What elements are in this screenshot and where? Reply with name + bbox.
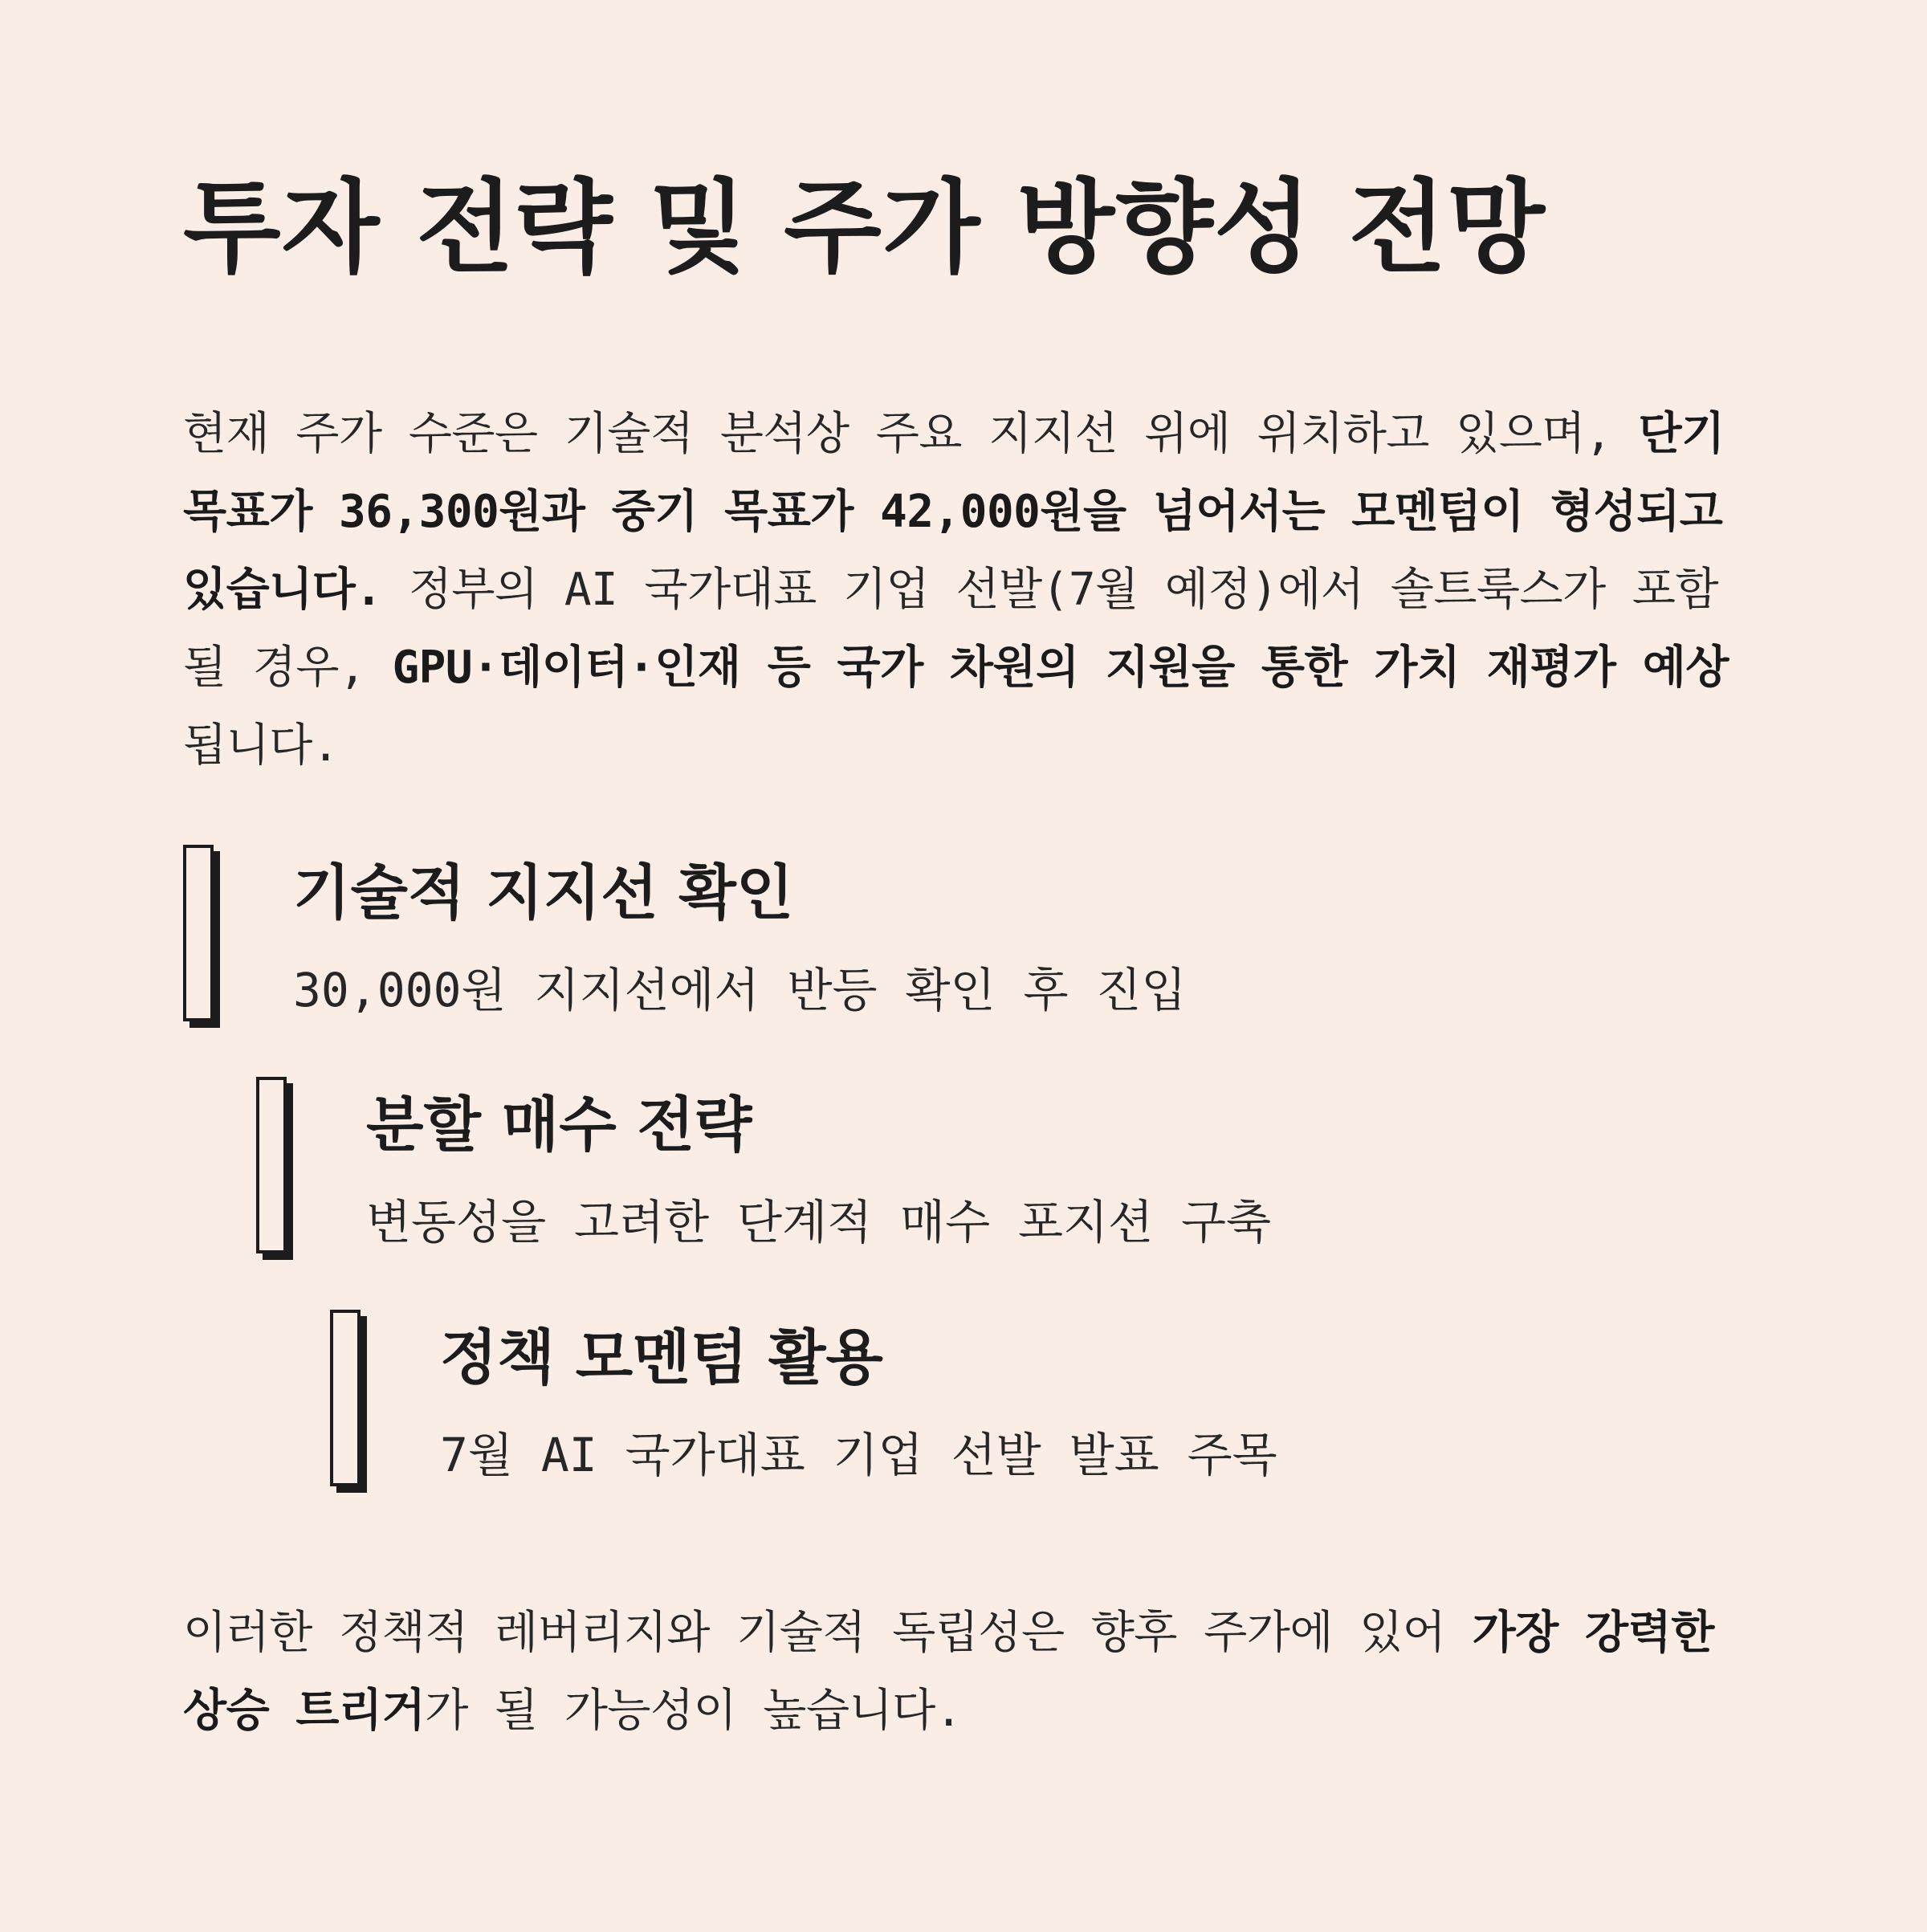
- step-marker: [183, 845, 214, 1021]
- step-description: 변동성을 고려한 단계적 매수 포지션 구축: [366, 1195, 1272, 1249]
- outro-highlight-trigger: 가장 강력한 상승 트리거: [183, 1607, 1714, 1737]
- outro-paragraph: [183, 1594, 1741, 1750]
- step-marker: [330, 1310, 361, 1486]
- step-description: 7월 AI 국가대표 기업 선발 발표 주목: [440, 1428, 1277, 1482]
- intro-highlight-revaluation: GPU·데이터·인재 등 국가 차원의 지원을 통한 가치 재평가 예상: [392, 642, 1729, 694]
- step-marker: [256, 1077, 287, 1253]
- intro-highlight-targets: 단기 목표가 36,300원과 중기 목표가 42,000원을 넘어서는 모멘텀이 형성되고 있습니다.: [183, 408, 1725, 616]
- outro-text-2: 가 될 가능성이 높습니다.: [425, 1685, 963, 1737]
- step-title: 기술적 지지선 확인: [293, 858, 794, 927]
- intro-paragraph: [183, 395, 1741, 785]
- step-title: 정책 모멘텀 활용: [440, 1323, 883, 1392]
- step-title: 분할 매수 전략: [366, 1090, 752, 1160]
- page-title: 투자 전략 및 주가 방향성 전망: [183, 169, 1546, 287]
- intro-text-1: 현재 주가 수준은 기술적 분석상 주요 지지선 위에 위치하고 있으며,: [183, 408, 1639, 460]
- outro-text-1: 이러한 정책적 레버리지와 기술적 독립성은 향후 주가에 있어: [183, 1607, 1473, 1659]
- intro-text-2: 정부의 AI 국가대표 기업 선발(7월 예정)에서 솔트룩스가 포함될 경우,: [183, 564, 1719, 694]
- step-description: 30,000원 지지선에서 반등 확인 후 진입: [293, 963, 1187, 1017]
- intro-text-3: 됩니다.: [183, 719, 340, 772]
